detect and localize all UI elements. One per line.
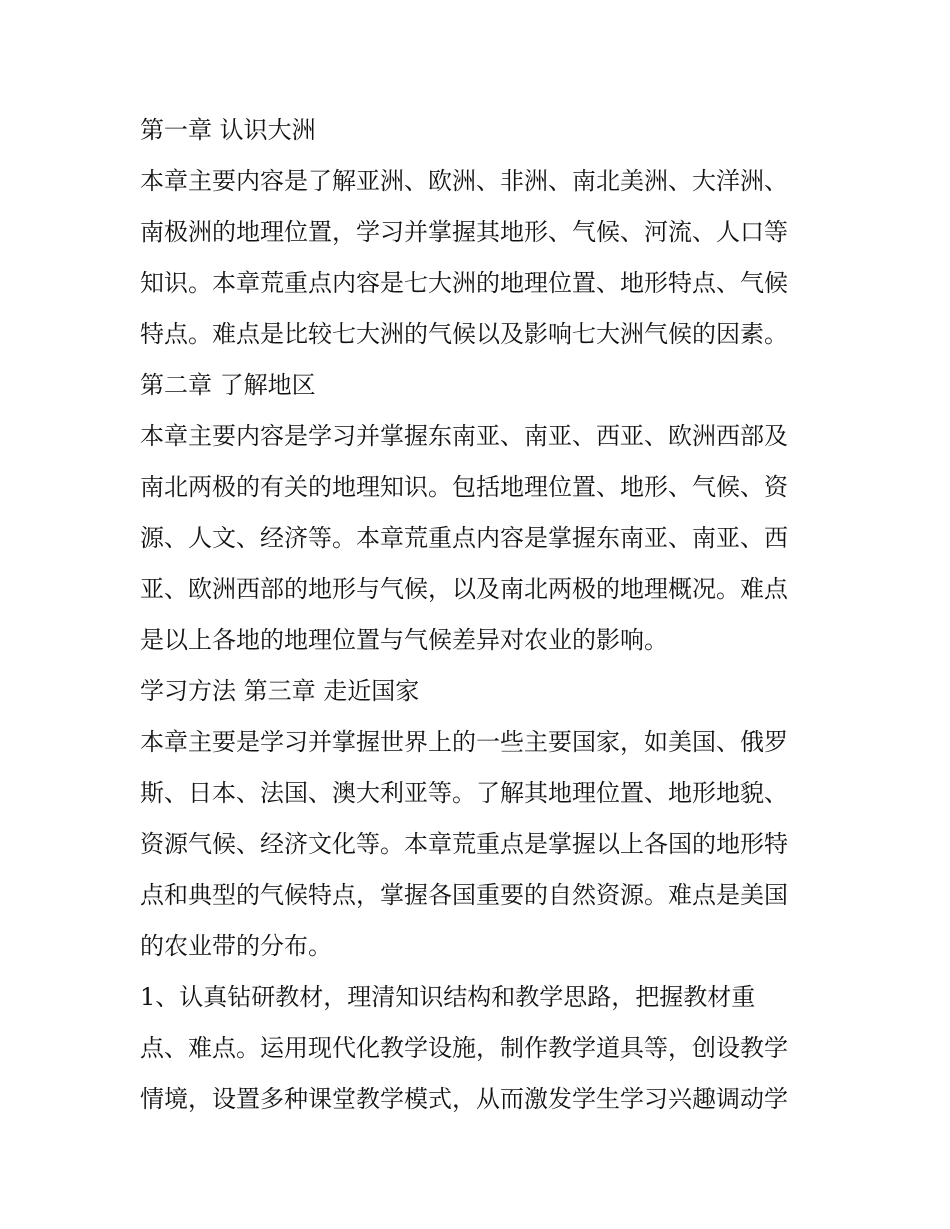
text-line: 源、人文、经济等。本章荒重点内容是掌握东南亚、南亚、西 [140, 524, 788, 552]
chapter-1-heading: 第一章 认识大洲 [140, 116, 316, 144]
text-line: 本章主要是学习并掌握世界上的一些主要国家，如美国、俄罗 [140, 728, 788, 756]
text-line: 知识。本章荒重点内容是七大洲的地理位置、地形特点、气候 [140, 269, 788, 297]
text-line: 的农业带的分布。 [140, 932, 332, 960]
method-item-1: 1、认真钻研教材，理清知识结构和教学思路，把握教材重 [140, 983, 756, 1011]
text-line: 情境，设置多种课堂教学模式，从而激发学生学习兴趣调动学 [140, 1085, 788, 1113]
text-line: 点和典型的气候特点，掌握各国重要的自然资源。难点是美国 [140, 881, 788, 909]
text-line: 资源气候、经济文化等。本章荒重点是掌握以上各国的地形特 [140, 830, 788, 858]
text-line: 是以上各地的地理位置与气候差异对农业的影响。 [140, 626, 668, 654]
document-body [140, 105, 820, 1125]
chapter-3-heading: 学习方法 第三章 走近国家 [140, 677, 420, 705]
text-line: 本章主要内容是学习并掌握东南亚、南亚、西亚、欧洲西部及 [140, 422, 788, 450]
text-line: 特点。难点是比较七大洲的气候以及影响七大洲气候的因素。 [140, 320, 788, 348]
text-line: 亚、欧洲西部的地形与气候，以及南北两极的地理概况。难点 [140, 575, 788, 603]
text-line: 本章主要内容是了解亚洲、欧洲、非洲、南北美洲、大洋洲、 [140, 167, 788, 195]
text-line: 南极洲的地理位置，学习并掌握其地形、气候、河流、人口等 [140, 218, 788, 246]
text-line: 南北两极的有关的地理知识。包括地理位置、地形、气候、资 [140, 473, 788, 501]
text-line: 斯、日本、法国、澳大利亚等。了解其地理位置、地形地貌、 [140, 779, 788, 807]
chapter-2-heading: 第二章 了解地区 [140, 371, 316, 399]
text-line: 点、难点。运用现代化教学设施，制作教学道具等，创设教学 [140, 1034, 788, 1062]
